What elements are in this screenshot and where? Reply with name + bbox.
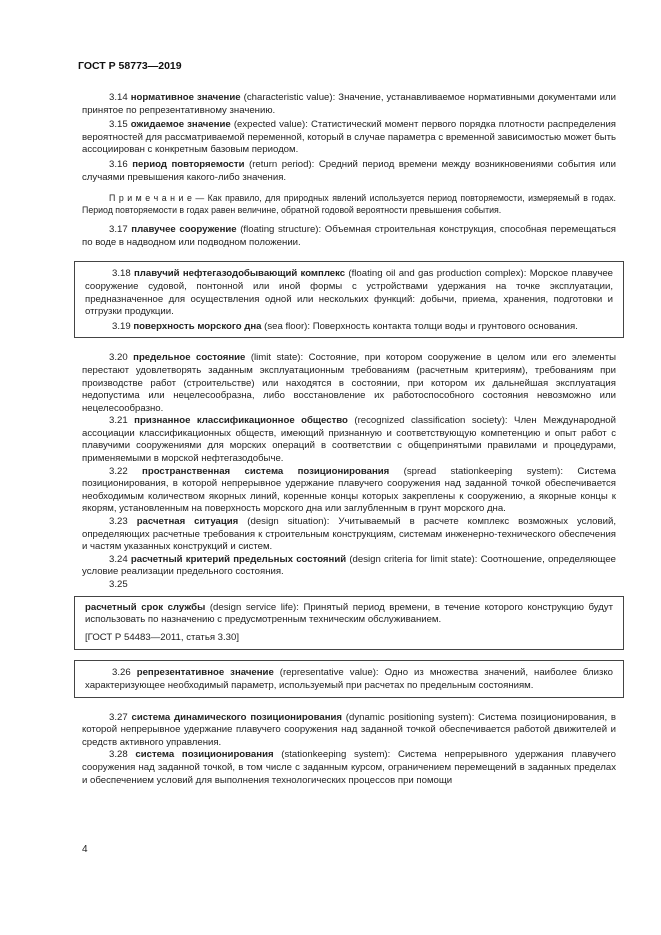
- term-3-18: [85, 268, 613, 318]
- term-definition: : Статистический момент первого порядка плотности распределения вероятностей для рассматриваемой переменной, который в случае параметра с временной зависимостью может быть ассоциирован с конкретным базовым периодом.: [82, 119, 617, 156]
- term-english: (design situation): [238, 516, 327, 528]
- term-title: система динамического позиционирования: [131, 711, 342, 723]
- term-english: (recognized classification society): [347, 415, 505, 427]
- term-3-24: [82, 554, 616, 579]
- term-number: 3.28: [109, 749, 128, 761]
- term-title: период повторяемости: [132, 158, 245, 170]
- term-3-23: [82, 516, 616, 554]
- term-number: 3.17: [109, 224, 128, 236]
- term-english: (design service life): [205, 601, 297, 613]
- term-definition: : Значение, устанавливаемое нормативными документами или принятое по репрезентативному значению.: [82, 92, 616, 116]
- term-number: 3.19: [112, 320, 131, 332]
- term-definition: : Объемная строительная конструкция, способная перемещаться по воде в надводном или подводном положении.: [82, 224, 616, 248]
- term-number: 3.18: [112, 268, 131, 280]
- term-english: (limit state): [245, 352, 301, 364]
- term-title: система позиционирования: [135, 749, 274, 761]
- term-number: 3.20: [109, 352, 128, 364]
- term-number: 3.27: [109, 711, 128, 723]
- term-definition: : Учитываемый в расчете комплекс возможных условий, определяющих расчетные требования к строительным конструкциям, системам инженерно-технического обеспечения и частям указанных конструкций и систем.: [82, 516, 616, 553]
- term-definition: : Морское плавучее сооружение судовой, понтонной или иной формы с устройствами удержания на точке эксплуатации, предназначенное для осуществления одной или нескольких функций: добычи, приема, хранения, подготовки и отгрузки продукции.: [85, 268, 613, 318]
- term-english: (sea floor): [261, 320, 308, 332]
- term-definition: : Поверхность контакта толщи воды и грунтового основания.: [307, 320, 578, 332]
- term-english: (design criteria for limit state): [346, 553, 475, 565]
- term-3-22: [82, 466, 616, 516]
- note-text: — Как правило, для природных явлений используется период повторяемости, измеряемый в годах. Период повторяемости в годах равен величине, обратной годовой вероятности превышения события.: [82, 193, 616, 216]
- term-definition: : Член Международной ассоциации классификационных обществ, имеющий признанную и соответствующую компетенцию и опыт работ с плавучими сооружениями для морских операций в соответствии с общепринятыми правилами и процедурами, применяемыми в морской нефтегазодобыче.: [82, 415, 616, 465]
- term-3-16: [82, 159, 616, 184]
- term-3-21: [82, 415, 616, 465]
- term-title: плавучее сооружение: [131, 224, 237, 236]
- term-title: предельное состояние: [133, 352, 246, 364]
- term-title: поверхность морского дна: [133, 320, 262, 332]
- term-title: нормативное значение: [130, 92, 241, 103]
- boxed-term-3-25: [74, 596, 624, 651]
- term-english: (return period): [244, 158, 312, 170]
- term-title: признанное классификационное общество: [134, 415, 348, 427]
- term-definition: : Состояние, при котором сооружение в целом или его элементы перестают удовлетворять заданным эксплуатационным требованиям (расчетным критериям), требованиям при производстве работ (строительстве) или находятся в состоянии, при котором их дальнейшая эксплуатация недопустима или нецелесообразна, либо восстановление их работоспособного состояния невозможно или нецелесообразно.: [82, 352, 617, 414]
- boxed-term-3-26: [74, 660, 624, 697]
- standard-header: ГОСТ Р 58773—2019: [78, 60, 182, 72]
- term-3-25: [85, 602, 613, 627]
- term-3-28: [82, 749, 616, 787]
- term-english: (characteristic value): [240, 92, 333, 103]
- term-title: расчетный критерий предельных состояний: [130, 553, 347, 565]
- note-label: П р и м е ч а н и е: [109, 193, 192, 204]
- term-title: репрезентативное значение: [136, 667, 274, 679]
- term-number: 3.15: [109, 119, 128, 131]
- page-number: 4: [82, 844, 88, 855]
- term-source-reference: [ГОСТ Р 54483—2011, статья 3.30]: [85, 631, 240, 643]
- term-title: ожидаемое значение: [130, 119, 231, 131]
- term-3-26: [85, 667, 613, 692]
- term-definition: : Принятый период времени, в течение которого конструкцию будут использовать по назначению с предусмотренным техническим обслуживанием.: [85, 601, 613, 626]
- term-title: расчетный срок службы: [85, 601, 206, 613]
- term-number: 3.21: [109, 415, 128, 427]
- term-title: расчетная ситуация: [136, 516, 239, 528]
- term-english: (spread stationkeeping system): [389, 465, 561, 477]
- term-english: (floating oil and gas production complex): [345, 268, 524, 280]
- term-definition: : Соотношение, определяющее условие реализации предельного состояния.: [82, 553, 617, 578]
- term-number: 3.16: [109, 158, 128, 170]
- document-body: [82, 92, 616, 787]
- term-english: (floating structure): [236, 224, 319, 236]
- term-3-19: [85, 321, 613, 334]
- term-english: (dynamic positioning system): [342, 711, 472, 723]
- term-english: (expected value): [230, 119, 306, 131]
- term-3-25-number: 3.25: [109, 579, 128, 590]
- term-title: плавучий нефтегазодобывающий комплекс: [133, 268, 346, 280]
- term-definition: : Система позиционирования, в которой непрерывное удержание плавучего сооружения над заданной точкой обеспечивается необходимым количеством якорных линий, коренные концы которых закреплены к сооружению, а якорные концы к якорям, установленным на поверхность морского дна или заглубленным в грунт морского дна.: [82, 465, 616, 515]
- term-3-14: [82, 92, 616, 117]
- term-title: пространственная система позиционирования: [142, 465, 390, 477]
- term-definition: : Система непрерывного удержания плавучего сооружения над заданной точкой, в том числе с заданным курсом, ограничением перемещений в заданных пределах и обеспечением условий для выполнения технологических процессов при помощи: [82, 749, 616, 786]
- term-3-20: [82, 352, 616, 415]
- term-number: 3.22: [109, 465, 128, 477]
- term-english: (representative value): [273, 667, 376, 679]
- term-number: 3.24: [109, 553, 128, 565]
- term-definition: : Средний период времени между возникновениями события или случаями превышения какого-либо значения.: [82, 158, 616, 183]
- note-3-16: [82, 192, 616, 216]
- term-number: 3.14: [109, 92, 128, 103]
- term-definition: : Одно из множества значений, наиболее близко характеризующее необходимый параметр, используемый при расчетах по предельным состояниям.: [85, 667, 613, 691]
- term-definition: : Система позиционирования, в которой непрерывное удержание плавучего сооружения над заданной точкой обеспечивается работой движителей и средств активного управления.: [82, 711, 617, 748]
- boxed-terms-3-18-3-19: [74, 261, 624, 338]
- term-3-15: [82, 119, 616, 157]
- term-number: 3.26: [112, 667, 131, 679]
- term-3-17: [82, 224, 616, 249]
- term-english: (stationkeeping system): [273, 749, 388, 761]
- term-3-27: [82, 712, 616, 750]
- term-number: 3.23: [109, 516, 128, 528]
